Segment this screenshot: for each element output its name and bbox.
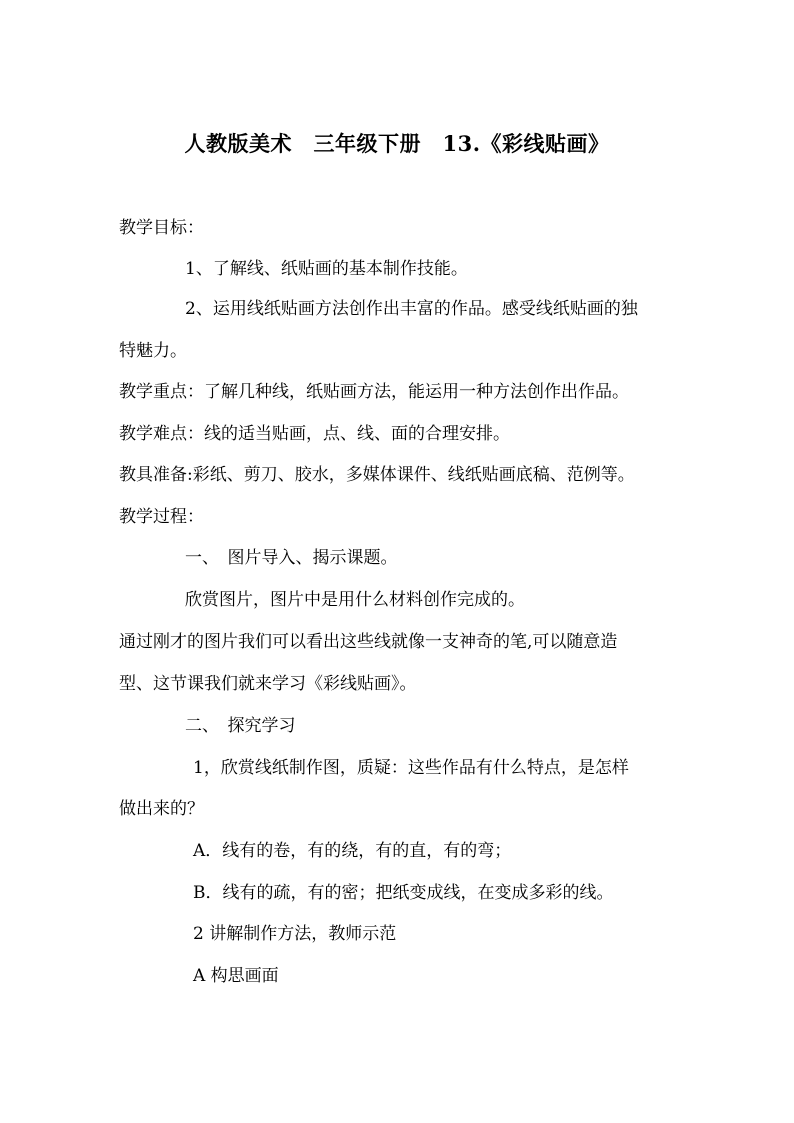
section-heading-objectives: 教学目标：: [119, 218, 204, 238]
process-paragraph: 通过刚才的图片我们可以看出这些线就像一支神奇的笔,可以随意造: [119, 632, 618, 652]
inquiry-item-1-continued: 做出来的？: [119, 799, 204, 819]
inquiry-point-b: B．线有的疏，有的密；把纸变成线，在变成多彩的线。: [193, 883, 614, 903]
teaching-materials: 教具准备:彩纸、剪刀、胶水，多媒体课件、线纸贴画底稿、范例等。: [119, 465, 635, 485]
process-step-1-text: 欣赏图片，图片中是用什么材料创作完成的。: [185, 590, 525, 610]
key-points: 教学重点：了解几种线，纸贴画方法，能运用一种方法创作出作品。: [119, 382, 629, 402]
objective-item-2-continued: 特魅力。: [119, 341, 187, 361]
inquiry-item-1: 1，欣赏线纸制作图，质疑：这些作品有什么特点，是怎样: [193, 758, 629, 778]
section-heading-process: 教学过程：: [119, 507, 204, 527]
difficult-points: 教学难点：线的适当贴画，点、线、面的合理安排。: [119, 424, 510, 444]
inquiry-point-a: A．线有的卷，有的绕，有的直，有的弯；: [193, 841, 512, 861]
inquiry-item-2: 2 讲解制作方法，教师示范: [193, 924, 397, 944]
document-title: 人教版美术 三年级下册 13.《彩线贴画》: [184, 131, 610, 156]
process-step-2-heading: 二、 探究学习: [185, 716, 296, 736]
process-paragraph-continued: 型、这节课我们就来学习《彩线贴画》。: [119, 674, 417, 694]
process-step-1-heading: 一、 图片导入、揭示课题。: [185, 548, 398, 568]
objective-item-2: 2、运用线纸贴画方法创作出丰富的作品。感受线纸贴画的独: [185, 299, 638, 319]
inquiry-item-2-a: A 构思画面: [193, 966, 279, 986]
objective-item-1: 1、了解线、纸贴画的基本制作技能。: [185, 259, 468, 279]
